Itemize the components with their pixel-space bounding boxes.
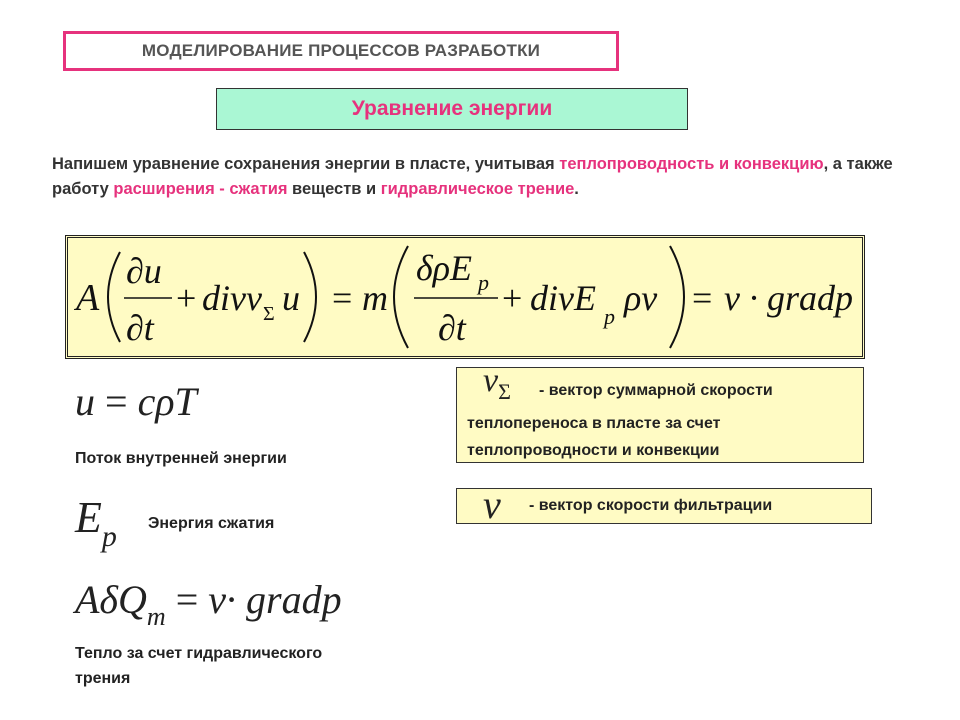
v-sigma-letter: v bbox=[483, 362, 499, 399]
eq-u: u bbox=[282, 278, 300, 318]
caption-compression-energy: Энергия сжатия bbox=[148, 515, 275, 532]
formula-internal-energy bbox=[75, 378, 197, 425]
definition-v-sigma-symbol bbox=[483, 362, 511, 405]
eq-paren-close-2 bbox=[670, 246, 684, 348]
v-sigma-sub: Σ bbox=[498, 379, 511, 404]
intro-text-4: . bbox=[574, 180, 579, 198]
eq-divE: divE bbox=[530, 278, 596, 318]
header-title-box bbox=[63, 31, 619, 71]
eq-p-sub-2: p bbox=[604, 304, 615, 329]
eq-dt-2: ∂t bbox=[438, 308, 466, 348]
definition-box-v bbox=[456, 482, 872, 527]
caption-energy-flux: Поток внутренней энергии bbox=[75, 450, 287, 467]
subtitle-box bbox=[216, 88, 688, 130]
eq-dep-num: δρE bbox=[416, 248, 473, 288]
formula-u-equals: = bbox=[105, 379, 128, 424]
formula-ep-main: E bbox=[75, 493, 102, 542]
eq-p-sub-1: p bbox=[478, 270, 489, 295]
formula-friction-heat bbox=[75, 576, 342, 632]
eq-paren-open-2 bbox=[394, 246, 408, 348]
definition-v-description: - вектор скорости фильтрации bbox=[529, 497, 773, 514]
header-title: МОДЕЛИРОВАНИЕ ПРОЦЕССОВ РАЗРАБОТКИ bbox=[141, 41, 541, 60]
eq-plus-2: + bbox=[502, 278, 523, 318]
caption-friction-line-2: трения bbox=[75, 670, 131, 687]
intro-paragraph bbox=[52, 152, 932, 202]
eq-du: ∂u bbox=[126, 251, 162, 291]
eq-plus-1: + bbox=[176, 278, 197, 318]
eq-divv: divv bbox=[202, 278, 262, 318]
intro-text-2: , а также работу bbox=[52, 155, 893, 198]
intro-text-3: веществ и bbox=[287, 180, 381, 198]
formula-ep-sub: p bbox=[101, 520, 117, 553]
formula-u-rhs: cρT bbox=[137, 379, 197, 424]
eq-dt: ∂t bbox=[126, 308, 154, 348]
formula-compression-energy bbox=[75, 492, 117, 554]
formula-q-main: AδQ bbox=[75, 577, 147, 622]
intro-highlight-conduction: теплопроводность и конвекцию bbox=[559, 155, 824, 173]
definition-v-symbol: v bbox=[483, 482, 501, 527]
intro-highlight-friction: гидравлическое трение bbox=[380, 180, 575, 198]
caption-friction-heat bbox=[75, 641, 322, 691]
eq-equals-2: = bbox=[692, 278, 713, 318]
intro-text-1: Напишем уравнение сохранения энергии в пласте, учитывая bbox=[52, 155, 560, 173]
eq-A: A bbox=[76, 277, 100, 319]
eq-sigma-sub: Σ bbox=[263, 303, 275, 325]
eq-paren-close-1 bbox=[304, 252, 316, 342]
eq-paren-open-1 bbox=[108, 252, 120, 342]
intro-highlight-expansion: расширения - сжатия bbox=[113, 180, 288, 198]
definition-v-sigma-line-1: - вектор суммарной скорости bbox=[539, 382, 773, 399]
definition-box-v-sigma bbox=[456, 362, 864, 463]
caption-friction-line-1: Тепло за счет гидравлического bbox=[75, 645, 323, 662]
eq-rho-v: ρv bbox=[624, 278, 658, 318]
eq-equals-1: = bbox=[332, 278, 353, 318]
subtitle-title: Уравнение энергии bbox=[351, 97, 553, 120]
main-equation-box bbox=[65, 235, 865, 359]
formula-q-sub: m bbox=[146, 602, 166, 631]
eq-m: m bbox=[362, 278, 388, 318]
definition-v-sigma-line-2: теплопереноса в пласте за счет теплопроводности и конвекции bbox=[467, 415, 721, 459]
eq-rhs: v · gradp bbox=[724, 278, 853, 318]
formula-q-rhs: v· gradp bbox=[208, 577, 342, 622]
main-equation bbox=[68, 238, 862, 356]
formula-u-lhs: u bbox=[75, 379, 95, 424]
formula-q-equals: = bbox=[175, 577, 199, 622]
